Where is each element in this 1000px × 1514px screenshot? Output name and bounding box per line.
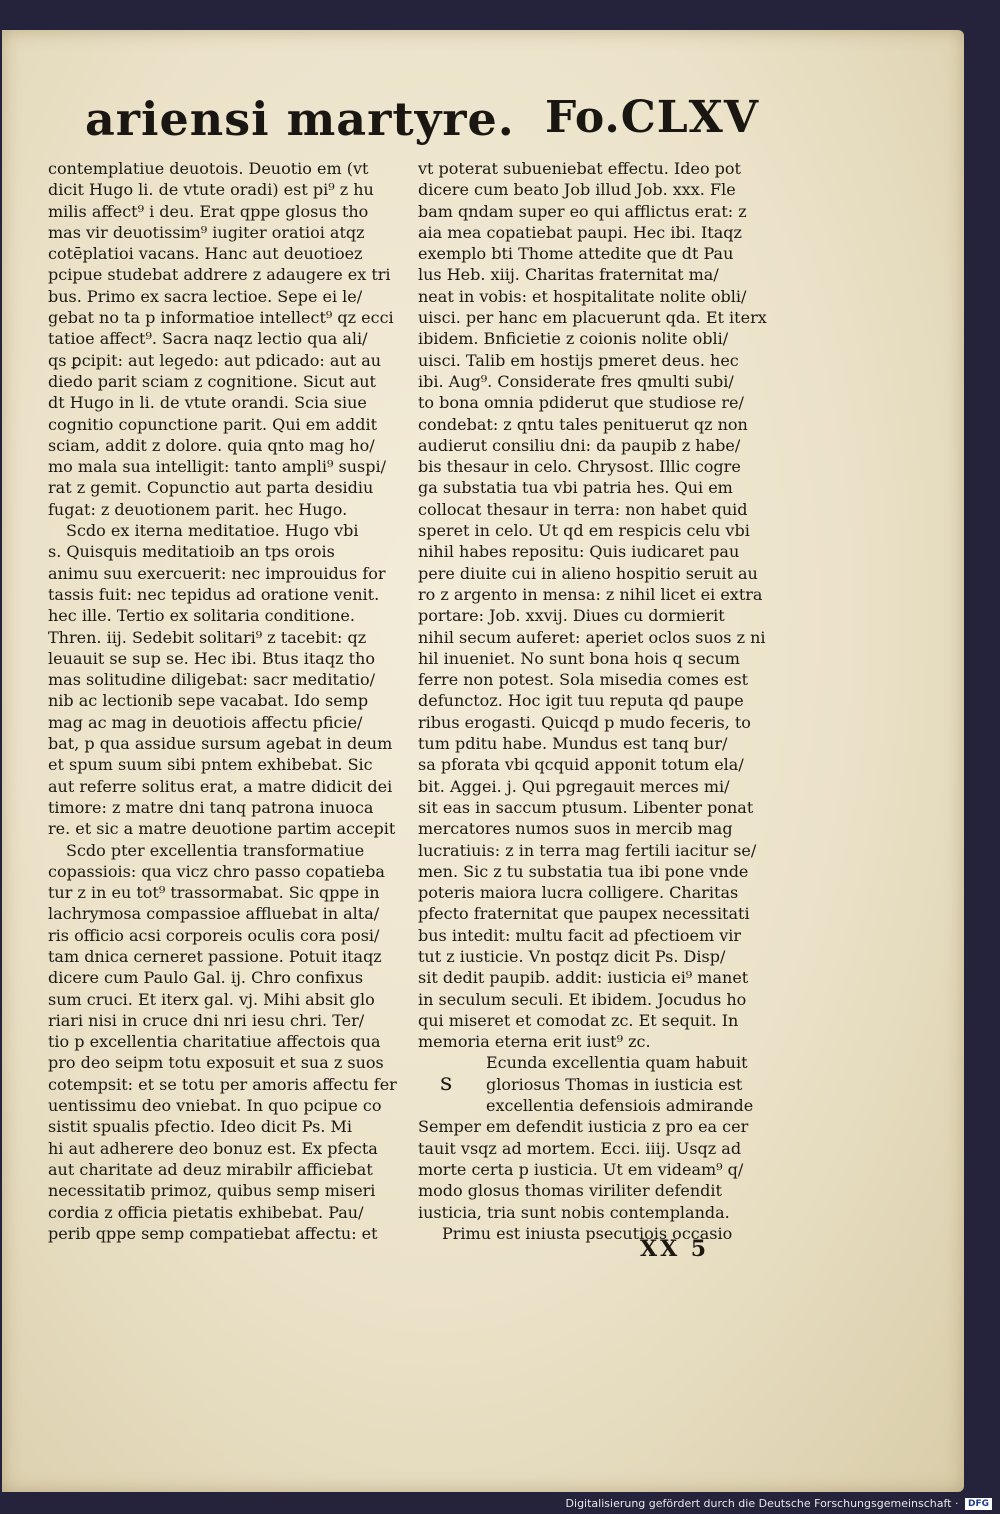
text-line: milis affect⁹ i deu. Erat qppe glosus tho: [48, 201, 369, 221]
text-line: copassiois: qua vicz chro passo copatieba: [48, 861, 385, 881]
folio-number: Fo.CLXV: [545, 92, 759, 143]
dfg-logo: DFG: [965, 1498, 992, 1510]
text-line: cognitio copunctione parit. Qui em addit: [48, 414, 378, 434]
text-line: riari nisi in cruce dni nri iesu chri. Ter/: [48, 1010, 365, 1030]
text-line: bit. Aggei. j. Qui pgregauit merces mi/: [418, 776, 730, 796]
text-line: perib qppe semp compatiebat affectu: et: [48, 1223, 378, 1243]
text-line: contemplatiue deuotois. Deuotio em (vt: [48, 159, 369, 178]
text-line: mercatores numos suos in mercib mag: [418, 819, 733, 839]
text-line: Scdo pter excellentia transformatiue: [66, 840, 365, 860]
text-line: ribus erogasti. Quicqd p mudo feceris, to: [418, 712, 751, 732]
text-line: uentissimu deo vniebat. In quo pcipue co: [48, 1096, 382, 1116]
text-line: ibi. Aug⁹. Considerate fres qmulti subi/: [418, 371, 734, 391]
text-line: hi aut adherere deo bonuz est. Ex pfecta: [48, 1138, 378, 1158]
text-line: pere diuite cui in alieno hospitio seruit au: [418, 563, 758, 583]
text-line: diedo parit sciam z cognitione. Sicut aut: [48, 371, 376, 391]
running-head-title: ariensi martyre.: [85, 92, 515, 146]
text-line: hil inueniet. No sunt bona hois q secum: [418, 648, 740, 668]
text-line: ris officio acsi corporeis oculis cora posi/: [48, 925, 380, 945]
text-line: cotempsit: et se totu per amoris affectu fer: [48, 1074, 397, 1094]
text-line: bus. Primo ex sacra lectioe. Sepe ei le/: [48, 286, 363, 306]
initial-letter-guide: s: [440, 1068, 453, 1096]
text-line: tut z iusticie. Vn postqz dicit Ps. Disp/: [418, 946, 726, 966]
text-line: iusticia, tria sunt nobis contemplanda.: [418, 1202, 730, 1222]
text-line: lucratiuis: z in terra mag fertili iacitur se/: [418, 840, 757, 860]
text-line: aut charitate ad deuz mirabilr afficiebat: [48, 1159, 373, 1179]
text-line: bat, p qua assidue sursum agebat in deum: [48, 734, 393, 754]
text-line: uisci. Talib em hostijs pmeret deus. hec: [418, 350, 739, 370]
text-line: morte certa p iusticia. Ut em videam⁹ q/: [418, 1159, 744, 1179]
text-line: bam qndam super eo qui afflictus erat: z: [418, 201, 747, 221]
text-line: exemplo bti Thome attedite que dt Pau: [418, 244, 734, 264]
text-line: qs ꝑcipit: aut legedo: aut pdicado: aut au: [48, 350, 382, 370]
text-line: neat in vobis: et hospitalitate nolite obli/: [418, 286, 747, 306]
text-line: hec ille. Tertio ex solitaria conditione.: [48, 606, 355, 626]
text-line: gloriosus Thomas in iusticia est: [486, 1074, 743, 1094]
text-line: sit eas in saccum ptusum. Libenter ponat: [418, 797, 754, 817]
text-line: Ecunda excellentia quam habuit: [486, 1053, 748, 1073]
text-line: sit dedit paupib. addit: iusticia ei⁹ manet: [418, 968, 749, 988]
text-line: qui miseret et comodat zc. Et sequit. In: [418, 1010, 739, 1030]
text-line: speret in celo. Ut qd em respicis celu vbi: [418, 521, 750, 541]
text-line: men. Sic z tu substatia tua ibi pone vnde: [418, 861, 749, 881]
text-line: defunctoz. Hoc igit tuu reputa qd paupe: [418, 691, 744, 711]
text-line: sa pforata vbi qcquid apponit totum ela/: [418, 755, 744, 775]
text-line: leuauit se sup se. Hec ibi. Btus itaqz tho: [48, 648, 375, 668]
text-line: Semper em defendit iusticia z pro ea cer: [418, 1117, 749, 1137]
signature-mark: XX 5: [640, 1236, 710, 1262]
text-line: s. Quisquis meditatioib an tps orois: [48, 542, 335, 562]
text-line: vt poterat subueniebat effectu. Ideo pot: [418, 159, 741, 178]
text-line: Scdo ex iterna meditatioe. Hugo vbi: [66, 521, 359, 541]
text-line: re. et sic a matre deuotione partim accepit: [48, 819, 396, 839]
text-line: pcipue studebat addrere z adaugere ex tri: [48, 265, 391, 285]
text-line: bus intedit: multu facit ad pfectioem vir: [418, 925, 742, 945]
text-line: necessitatib primoz, quibus semp miseri: [48, 1181, 376, 1201]
text-line: nihil habes repositu: Quis iudicaret pau: [418, 542, 740, 562]
text-line: ibidem. Bnficietie z coionis nolite obli/: [418, 329, 729, 349]
text-line: Primu est iniusta psecutiois occasio: [442, 1223, 733, 1243]
text-line: sum cruci. Et iterx gal. vj. Mihi absit glo: [48, 989, 375, 1009]
text-line: pfecto fraternitat que paupex necessitati: [418, 904, 750, 924]
text-line: ferre non potest. Sola misedia comes est: [418, 670, 749, 690]
text-line: dt Hugo in li. de vtute orandi. Scia siue: [48, 393, 367, 413]
text-line: nihil secum auferet: aperiet oclos suos z ni: [418, 627, 766, 647]
text-line: fugat: z deuotionem parit. hec Hugo.: [48, 499, 348, 519]
text-line: bis thesaur in celo. Chrysost. Illic cogre: [418, 457, 741, 477]
text-line: modo glosus thomas viriliter defendit: [418, 1181, 722, 1201]
text-line: uisci. per hanc em placuerunt qda. Et iterx: [418, 308, 767, 328]
text-line: mas solitudine diligebat: sacr meditatio/: [48, 670, 376, 690]
text-line: aia mea copatiebat paupi. Hec ibi. Itaqz: [418, 222, 742, 242]
text-line: dicit Hugo li. de vtute oradi) est pi⁹ z hu: [48, 180, 374, 200]
text-line: audierut consiliu dni: da paupib z habe/: [418, 435, 741, 455]
text-line: memoria eterna erit iust⁹ zc.: [418, 1032, 651, 1052]
text-line: aut referre solitus erat, a matre didicit dei: [48, 776, 393, 796]
text-line: mag ac mag in deuotiois affectu pficie/: [48, 712, 363, 732]
text-line: excellentia defensiois admirande: [486, 1096, 754, 1116]
text-line: gebat no ta p informatioe intellect⁹ qz ecci: [48, 308, 394, 328]
text-line: to bona omnia pdiderut que studiose re/: [418, 393, 744, 413]
text-line: pro deo seipm totu exposuit et sua z suos: [48, 1053, 384, 1073]
text-line: lachrymosa compassioe affluebat in alta/: [48, 904, 380, 924]
text-line: mas vir deuotissim⁹ iugiter oratioi atqz: [48, 222, 365, 242]
text-line: sistit spualis pfectio. Ideo dicit Ps. Mi: [48, 1117, 353, 1137]
text-line: nib ac lectionib sepe vacabat. Ido semp: [48, 691, 369, 711]
text-line: dicere cum beato Job illud Job. xxx. Fle: [418, 180, 736, 200]
text-line: animu suu exercuerit: nec improuidus for: [48, 563, 386, 583]
digitization-footer: Digitalisierung gefördert durch die Deutsche Forschungsgemeinschaft · DFG: [566, 1497, 992, 1510]
text-line: et spum suum sibi pntem exhibebat. Sic: [48, 755, 373, 775]
text-line: tur z in eu tot⁹ trassormabat. Sic qppe in: [48, 883, 380, 903]
text-line: mo mala sua intelligit: tanto ampli⁹ suspi/: [48, 457, 387, 477]
text-line: tio p excellentia charitatiue affectois qua: [48, 1032, 381, 1052]
text-line: tatioe affect⁹. Sacra naqz lectio qua ali/: [48, 329, 368, 349]
text-line: tauit vsqz ad mortem. Ecci. iiij. Usqz ad: [418, 1138, 742, 1158]
text-line: collocat thesaur in terra: non habet quid: [418, 499, 748, 519]
text-line: timore: z matre dni tanq patrona inuoca: [48, 797, 374, 817]
footer-credit: Digitalisierung gefördert durch die Deutsche Forschungsgemeinschaft: [565, 1497, 952, 1510]
text-line: tam dnica cerneret passione. Potuit itaqz: [48, 946, 382, 966]
text-line: dicere cum Paulo Gal. ij. Chro confixus: [48, 968, 364, 988]
text-line: sciam, addit z dolore. quia qnto mag ho/: [48, 435, 375, 455]
text-line: poteris maiora lucra colligere. Charitas: [418, 883, 739, 903]
right-text-column: [418, 158, 780, 1244]
text-line: cordia z officia pietatis exhibebat. Pau/: [48, 1202, 364, 1222]
text-line: Thren. iij. Sedebit solitari⁹ z tacebit: qz: [48, 627, 367, 647]
text-line: rat z gemit. Copunctio aut parta desidiu: [48, 478, 374, 498]
text-line: tum pditu habe. Mundus est tanq bur/: [418, 734, 728, 754]
text-line: ro z argento in mensa: z nihil licet ei extra: [418, 584, 763, 604]
text-line: cotēplatioi vacans. Hanc aut deuotioez: [48, 244, 363, 264]
text-line: condebat: z qntu tales penituerut qz non: [418, 414, 748, 434]
text-line: lus Heb. xiij. Charitas fraternitat ma/: [418, 265, 719, 285]
text-line: in seculum seculi. Et ibidem. Jocudus ho: [418, 989, 747, 1009]
left-text-column: [48, 158, 408, 1244]
text-line: tassis fuit: nec tepidus ad oratione venit.: [48, 584, 380, 604]
text-line: portare: Job. xxvij. Diues cu dormierit: [418, 606, 725, 626]
text-line: ga substatia tua vbi patria hes. Qui em: [418, 478, 733, 498]
